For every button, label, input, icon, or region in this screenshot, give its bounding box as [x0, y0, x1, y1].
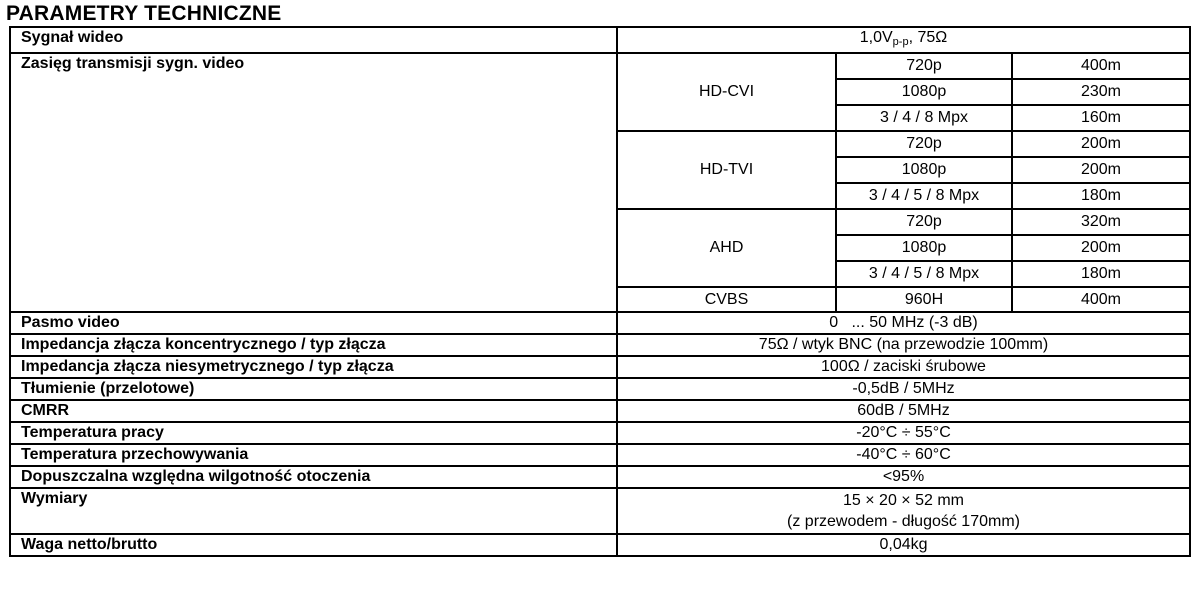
row-video-signal	[10, 27, 1190, 53]
param-value: -20°C ÷ 55°C	[617, 422, 1190, 444]
dimensions-line1: 15 × 20 × 52 mm	[843, 492, 964, 509]
standard-ahd: AHD	[617, 209, 836, 287]
resolution-cell: 1080p	[836, 79, 1012, 105]
param-value: 100Ω / zaciski śrubowe	[617, 356, 1190, 378]
resolution-cell: 720p	[836, 53, 1012, 79]
resolution-cell: 3 / 4 / 5 / 8 Mpx	[836, 261, 1012, 287]
resolution-cell: 1080p	[836, 235, 1012, 261]
resolution-cell: 960H	[836, 287, 1012, 312]
param-value: 60dB / 5MHz	[617, 400, 1190, 422]
param-label: Temperatura przechowywania	[10, 444, 617, 466]
param-value: -0,5dB / 5MHz	[617, 378, 1190, 400]
distance-cell: 200m	[1012, 235, 1190, 261]
distance-cell: 400m	[1012, 287, 1190, 312]
param-label: Impedancja złącza koncentrycznego / typ złącza	[10, 334, 617, 356]
param-row	[10, 334, 1190, 356]
param-value: 0 ... 50 MHz (-3 dB)	[617, 312, 1190, 334]
param-value: <95%	[617, 466, 1190, 488]
param-label: Pasmo video	[10, 312, 617, 334]
row-dimensions	[10, 488, 1190, 534]
param-label: Impedancja złącza niesymetrycznego / typ złącza	[10, 356, 617, 378]
param-row	[10, 466, 1190, 488]
distance-cell: 400m	[1012, 53, 1190, 79]
standard-hd-cvi: HD-CVI	[617, 53, 836, 131]
distance-cell: 180m	[1012, 261, 1190, 287]
param-label: Tłumienie (przelotowe)	[10, 378, 617, 400]
resolution-cell: 3 / 4 / 5 / 8 Mpx	[836, 183, 1012, 209]
spec-table	[9, 26, 1191, 557]
standard-hd-tvi: HD-TVI	[617, 131, 836, 209]
param-value: 75Ω / wtyk BNC (na przewodzie 100mm)	[617, 334, 1190, 356]
weight-label: Waga netto/brutto	[10, 534, 617, 556]
dimensions-label: Wymiary	[10, 488, 617, 534]
video-signal-sub: p-p	[892, 36, 909, 48]
transmission-label: Zasięg transmisji sygn. video	[10, 53, 617, 312]
param-row	[10, 312, 1190, 334]
param-value: -40°C ÷ 60°C	[617, 444, 1190, 466]
resolution-cell: 1080p	[836, 157, 1012, 183]
param-row	[10, 422, 1190, 444]
video-signal-label: Sygnał wideo	[10, 27, 617, 53]
standard-cvbs: CVBS	[617, 287, 836, 312]
row-weight	[10, 534, 1190, 556]
distance-cell: 230m	[1012, 79, 1190, 105]
param-label: CMRR	[10, 400, 617, 422]
dimensions-line2: (z przewodem - długość 170mm)	[787, 513, 1020, 530]
resolution-cell: 720p	[836, 209, 1012, 235]
video-signal-rest: , 75Ω	[908, 29, 948, 46]
param-row	[10, 444, 1190, 466]
distance-cell: 180m	[1012, 183, 1190, 209]
param-label: Temperatura pracy	[10, 422, 617, 444]
resolution-cell: 720p	[836, 131, 1012, 157]
distance-cell: 200m	[1012, 157, 1190, 183]
video-signal-value	[617, 27, 1190, 53]
distance-cell: 160m	[1012, 105, 1190, 131]
param-row	[10, 378, 1190, 400]
row-transmission	[10, 53, 1190, 79]
distance-cell: 320m	[1012, 209, 1190, 235]
param-label: Dopuszczalna względna wilgotność otoczenia	[10, 466, 617, 488]
param-row	[10, 356, 1190, 378]
distance-cell: 200m	[1012, 131, 1190, 157]
page-title: PARAMETRY TECHNICZNE	[6, 2, 282, 25]
video-signal-main: 1,0V	[859, 29, 893, 46]
resolution-cell: 3 / 4 / 8 Mpx	[836, 105, 1012, 131]
param-row	[10, 400, 1190, 422]
dimensions-value	[617, 488, 1190, 534]
weight-value: 0,04kg	[617, 534, 1190, 556]
